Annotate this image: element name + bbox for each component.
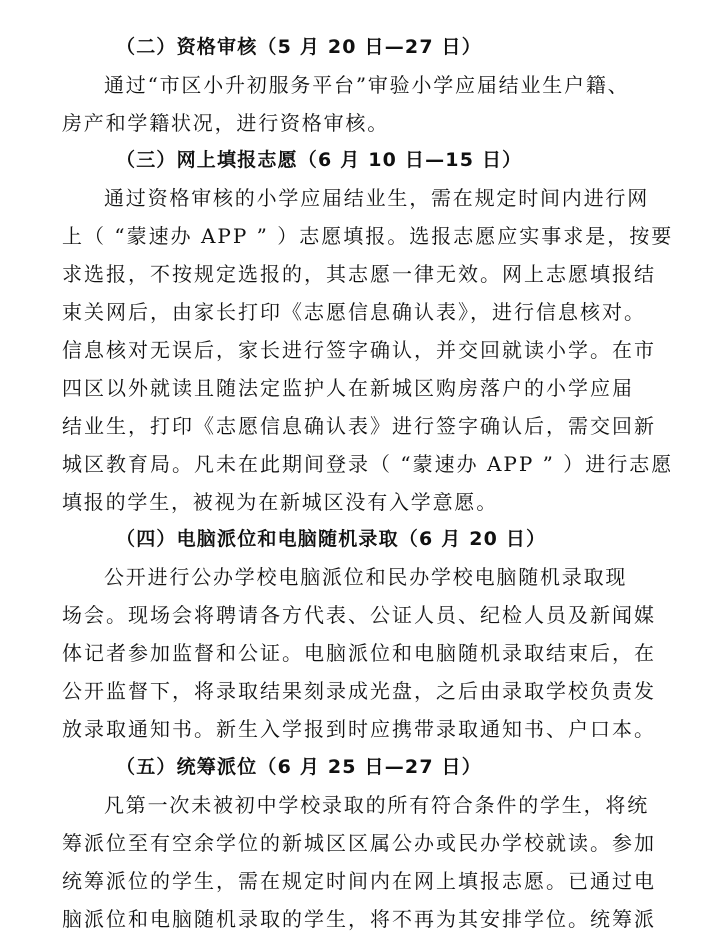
- paragraph-line: 房产和学籍状况，进行资格审核。: [62, 111, 389, 135]
- section-heading-coordinated-allocation: （五）统筹派位（6 月 25 日—27 日）: [116, 756, 482, 778]
- paragraph-line: 脑派位和电脑随机录取的学生，将不再为其安排学位。统筹派: [62, 907, 656, 931]
- paragraph-line: 束关网后，由家长打印《志愿信息确认表》，进行信息核对。: [62, 300, 646, 324]
- section-heading-online-application: （三）网上填报志愿（6 月 10 日—15 日）: [116, 149, 523, 171]
- paragraph-line: 场会。现场会将聘请各方代表、公证人员、纪检人员及新闻媒: [62, 603, 656, 627]
- paragraph-line: 结业生，打印《志愿信息确认表》进行签字确认后，需交回新: [62, 414, 656, 438]
- paragraph-line: 体记者参加监督和公证。电脑派位和电脑随机录取结束后，在: [62, 641, 656, 665]
- paragraph-line: 城区教育局。凡未在此期间登录（ “蒙速办 APP ” ）进行志愿: [62, 452, 674, 476]
- paragraph-line: 通过“市区小升初服务平台”审验小学应届结业生户籍、: [104, 73, 630, 97]
- paragraph-line: 放录取通知书。新生入学报到时应携带录取通知书、户口本。: [62, 717, 656, 741]
- paragraph-line: 公开监督下，将录取结果刻录成光盘，之后由录取学校负责发: [62, 679, 656, 703]
- paragraph-line: 信息核对无误后，家长进行签字确认，并交回就读小学。在市: [62, 338, 656, 362]
- paragraph-line: 通过资格审核的小学应届结业生，需在规定时间内进行网: [104, 186, 649, 210]
- paragraph-line: 公开进行公办学校电脑派位和民办学校电脑随机录取现: [104, 565, 628, 589]
- paragraph-line: 筹派位至有空余学位的新城区区属公办或民办学校就读。参加: [62, 831, 656, 855]
- section-heading-computer-allocation: （四）电脑派位和电脑随机录取（6 月 20 日）: [116, 528, 547, 550]
- paragraph-line: 填报的学生，被视为在新城区没有入学意愿。: [62, 490, 498, 514]
- paragraph-line: 统筹派位的学生，需在规定时间内在网上填报志愿。已通过电: [62, 869, 656, 893]
- paragraph-line: 四区以外就读且随法定监护人在新城区购房落户的小学应届: [62, 376, 634, 400]
- paragraph-line: 凡第一次未被初中学校录取的所有符合条件的学生，将统: [104, 793, 649, 817]
- paragraph-line: 上（ “蒙速办 APP ” ）志愿填报。选报志愿应实事求是，按要: [62, 224, 674, 248]
- section-heading-qualification-review: （二）资格审核（5 月 20 日—27 日）: [116, 36, 482, 58]
- paragraph-line: 求选报，不按规定选报的，其志愿一律无效。网上志愿填报结: [62, 262, 656, 286]
